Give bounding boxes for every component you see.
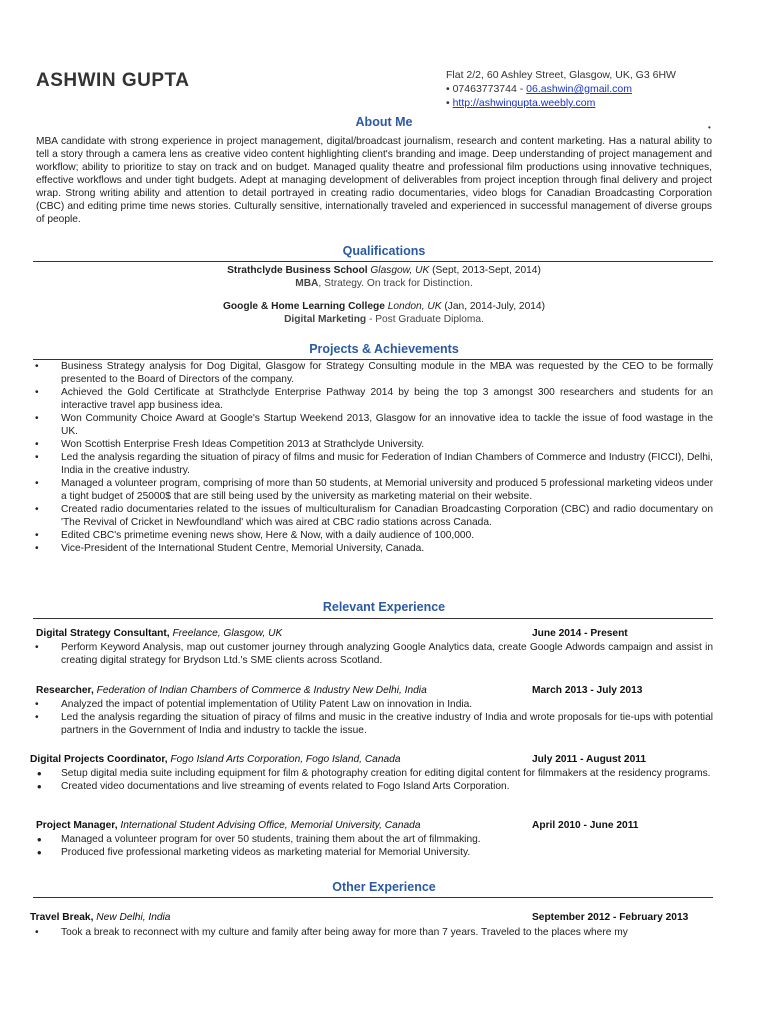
job-2-bullets (33, 698, 713, 737)
about-paragraph: MBA candidate with strong experience in project management, digital/broadcast journalism, research and content marketing. Has a natural ability to tell a story through a camera lens as creative video content highlighting client's branding and image. Deep understanding of project management and workflow; ability to prioritize to stay on track and on budget. Managed quality theatre and professional film productions using innovative techniques, effective workflows and under tight budgets. Adept at managing development of deliverables from project inception through final delivery and project wrap. Strong writing ability and attention to detail portrayed in creating radio documentaries, video blogs for Canadian Broadcasting Corporation (CBC) and editing prime time news stories. Culturally sensitive, internationally traveled and experienced in successful management of diverse groups of people. (36, 136, 712, 225)
job-4-bullets (33, 833, 713, 859)
job-4-heading (36, 819, 420, 832)
website-bullet: • (446, 97, 453, 109)
section-title-other: Other Experience (332, 880, 436, 894)
list-item: • Managed a volunteer program for over 50 students, training them about the art of filmmaking. (33, 833, 713, 846)
job-role: Digital Projects Coordinator, (30, 754, 168, 765)
qualification-detail: , Strategy. On track for Distinction. (318, 278, 473, 289)
list-item: • Won Community Choice Award at Google's Startup Weekend 2013, Glasgow for an innovative idea to tackle the issue of food wastage in the UK. (33, 412, 713, 438)
list-item: • Vice-President of the International Student Centre, Memorial University, Canada. (33, 542, 713, 555)
list-item: • Led the analysis regarding the situation of piracy of films and music in the creative industry of India and wrote proposals for tie-ups with potential partners in the Government of India and industry to tackle the issue. (33, 711, 713, 737)
list-item: • Produced five professional marketing videos as marketing material for Memorial University. (33, 846, 713, 859)
job-role: Digital Strategy Consultant, (36, 628, 170, 639)
other-job-1-dates: September 2012 - February 2013 (532, 912, 689, 923)
list-item: • Won Scottish Enterprise Fresh Ideas Competition 2013 at Strathclyde University. (33, 438, 713, 451)
qualification-2-line (0, 300, 768, 313)
list-item: • Achieved the Gold Certificate at Strathclyde Enterprise Pathway 2014 by being the top 3 amongst 300 researchers and students for an interactive travel app business idea. (33, 386, 713, 412)
job-org: New Delhi, India (96, 912, 171, 923)
list-item: • Led the analysis regarding the situation of piracy of films and music for Federation of Indian Chambers of Commerce and Industry (FICCI), Delhi, India in the creative industry. (33, 451, 713, 477)
list-item: • Created radio documentaries related to the issues of multiculturalism for Canadian Broadcasting Corporation (CBC) and radio documentary on 'The Revival of Cricket in Newfoundland' which was aired at CBC radio stations across Canada. (33, 503, 713, 529)
job-org: Freelance, Glasgow, UK (172, 628, 283, 639)
qualification-dates: (Sept, 2013-Sept, 2014) (432, 265, 541, 276)
section-title-experience: Relevant Experience (322, 600, 446, 614)
qualification-school: Google & Home Learning College (222, 301, 385, 312)
job-3-bullets (33, 767, 713, 793)
list-item: • Setup digital media suite including equipment for film & photography creation for editing digital content for filmmakers at the residency programs. (33, 767, 713, 780)
email-link[interactable]: 06.ashwin@gmail.com (526, 83, 632, 95)
projects-list (33, 360, 713, 555)
section-title-about: About Me (355, 115, 413, 129)
section-rule (33, 261, 713, 262)
job-2-heading (36, 684, 427, 697)
qualification-degree: Digital Marketing (284, 314, 367, 325)
job-1-dates: June 2014 - Present (532, 628, 628, 639)
list-item: • Business Strategy analysis for Dog Digital, Glasgow for Strategy Consulting module in the MBA was requested by the CEO to be formally presented to the Board of Directors of the company. (33, 360, 713, 386)
phone-text: • 07463773744 - (446, 83, 527, 95)
list-item: • Edited CBC's primetime evening news show, Here & Now, with a daily audience of 100,000. (33, 529, 713, 542)
qualification-location: Glasgow, UK (370, 265, 430, 276)
other-job-1-heading (30, 911, 170, 924)
contact-block (446, 68, 676, 110)
job-3-dates: July 2011 - August 2011 (532, 754, 647, 765)
qualification-degree: MBA (295, 278, 319, 289)
address-line: Flat 2/2, 60 Ashley Street, Glasgow, UK, G3 6HW (446, 69, 676, 81)
list-item: • Managed a volunteer program, comprising of more than 50 students, at Memorial university and produced 5 professional marketing videos under a tight budget of 25000$ that are still being used by the university as marketing material on their website. (33, 477, 713, 503)
job-4-dates: April 2010 - June 2011 (532, 820, 639, 831)
website-link[interactable]: http://ashwingupta.weebly.com (452, 97, 596, 109)
website-line (446, 96, 676, 110)
job-2-dates: March 2013 - July 2013 (532, 685, 643, 696)
qualification-dates: (Jan, 2014-July, 2014) (444, 301, 545, 312)
phone-email-line (446, 82, 676, 96)
list-item: • Created video documentations and live streaming of events related to Fogo Island Arts Corporation. (33, 780, 713, 793)
other-job-1-bullets (33, 926, 713, 939)
job-org: International Student Advising Office, Memorial University, Canada (120, 820, 421, 831)
decorative-dot: • (708, 123, 711, 132)
qualification-location: London, UK (387, 301, 442, 312)
section-title-projects: Projects & Achievements (309, 342, 459, 356)
section-rule (33, 618, 713, 619)
list-item: • Took a break to reconnect with my culture and family after being away for more than 7 years. Traveled to the places where my (33, 926, 713, 939)
qualification-detail: - Post Graduate Diploma. (366, 314, 484, 325)
job-role: Researcher, (36, 685, 94, 696)
job-1-bullets (33, 641, 713, 667)
section-rule (33, 897, 713, 898)
qualification-school: Strathclyde Business School (227, 265, 368, 276)
qualification-1-detail (0, 277, 768, 290)
list-item: • Perform Keyword Analysis, map out customer journey through analyzing Google Analytics data, create Google Adwords campaign and assist in creating digital strategy for Brydson Ltd.'s SME clients across Scotland. (33, 641, 713, 667)
candidate-name: ASHWIN GUPTA (36, 70, 190, 91)
job-org: Fogo Island Arts Corporation, Fogo Island, Canada (170, 754, 401, 765)
qualification-2-detail (0, 313, 768, 326)
job-role: Travel Break, (30, 912, 94, 923)
list-item: • Analyzed the impact of potential implementation of Utility Patent Law on innovation in India. (33, 698, 713, 711)
qualification-1-line (0, 264, 768, 277)
job-3-heading (30, 753, 401, 766)
section-title-qualifications: Qualifications (342, 244, 426, 258)
job-org: Federation of Indian Chambers of Commerce & Industry New Delhi, India (96, 685, 427, 696)
job-role: Project Manager, (36, 820, 118, 831)
job-1-heading (36, 627, 282, 640)
